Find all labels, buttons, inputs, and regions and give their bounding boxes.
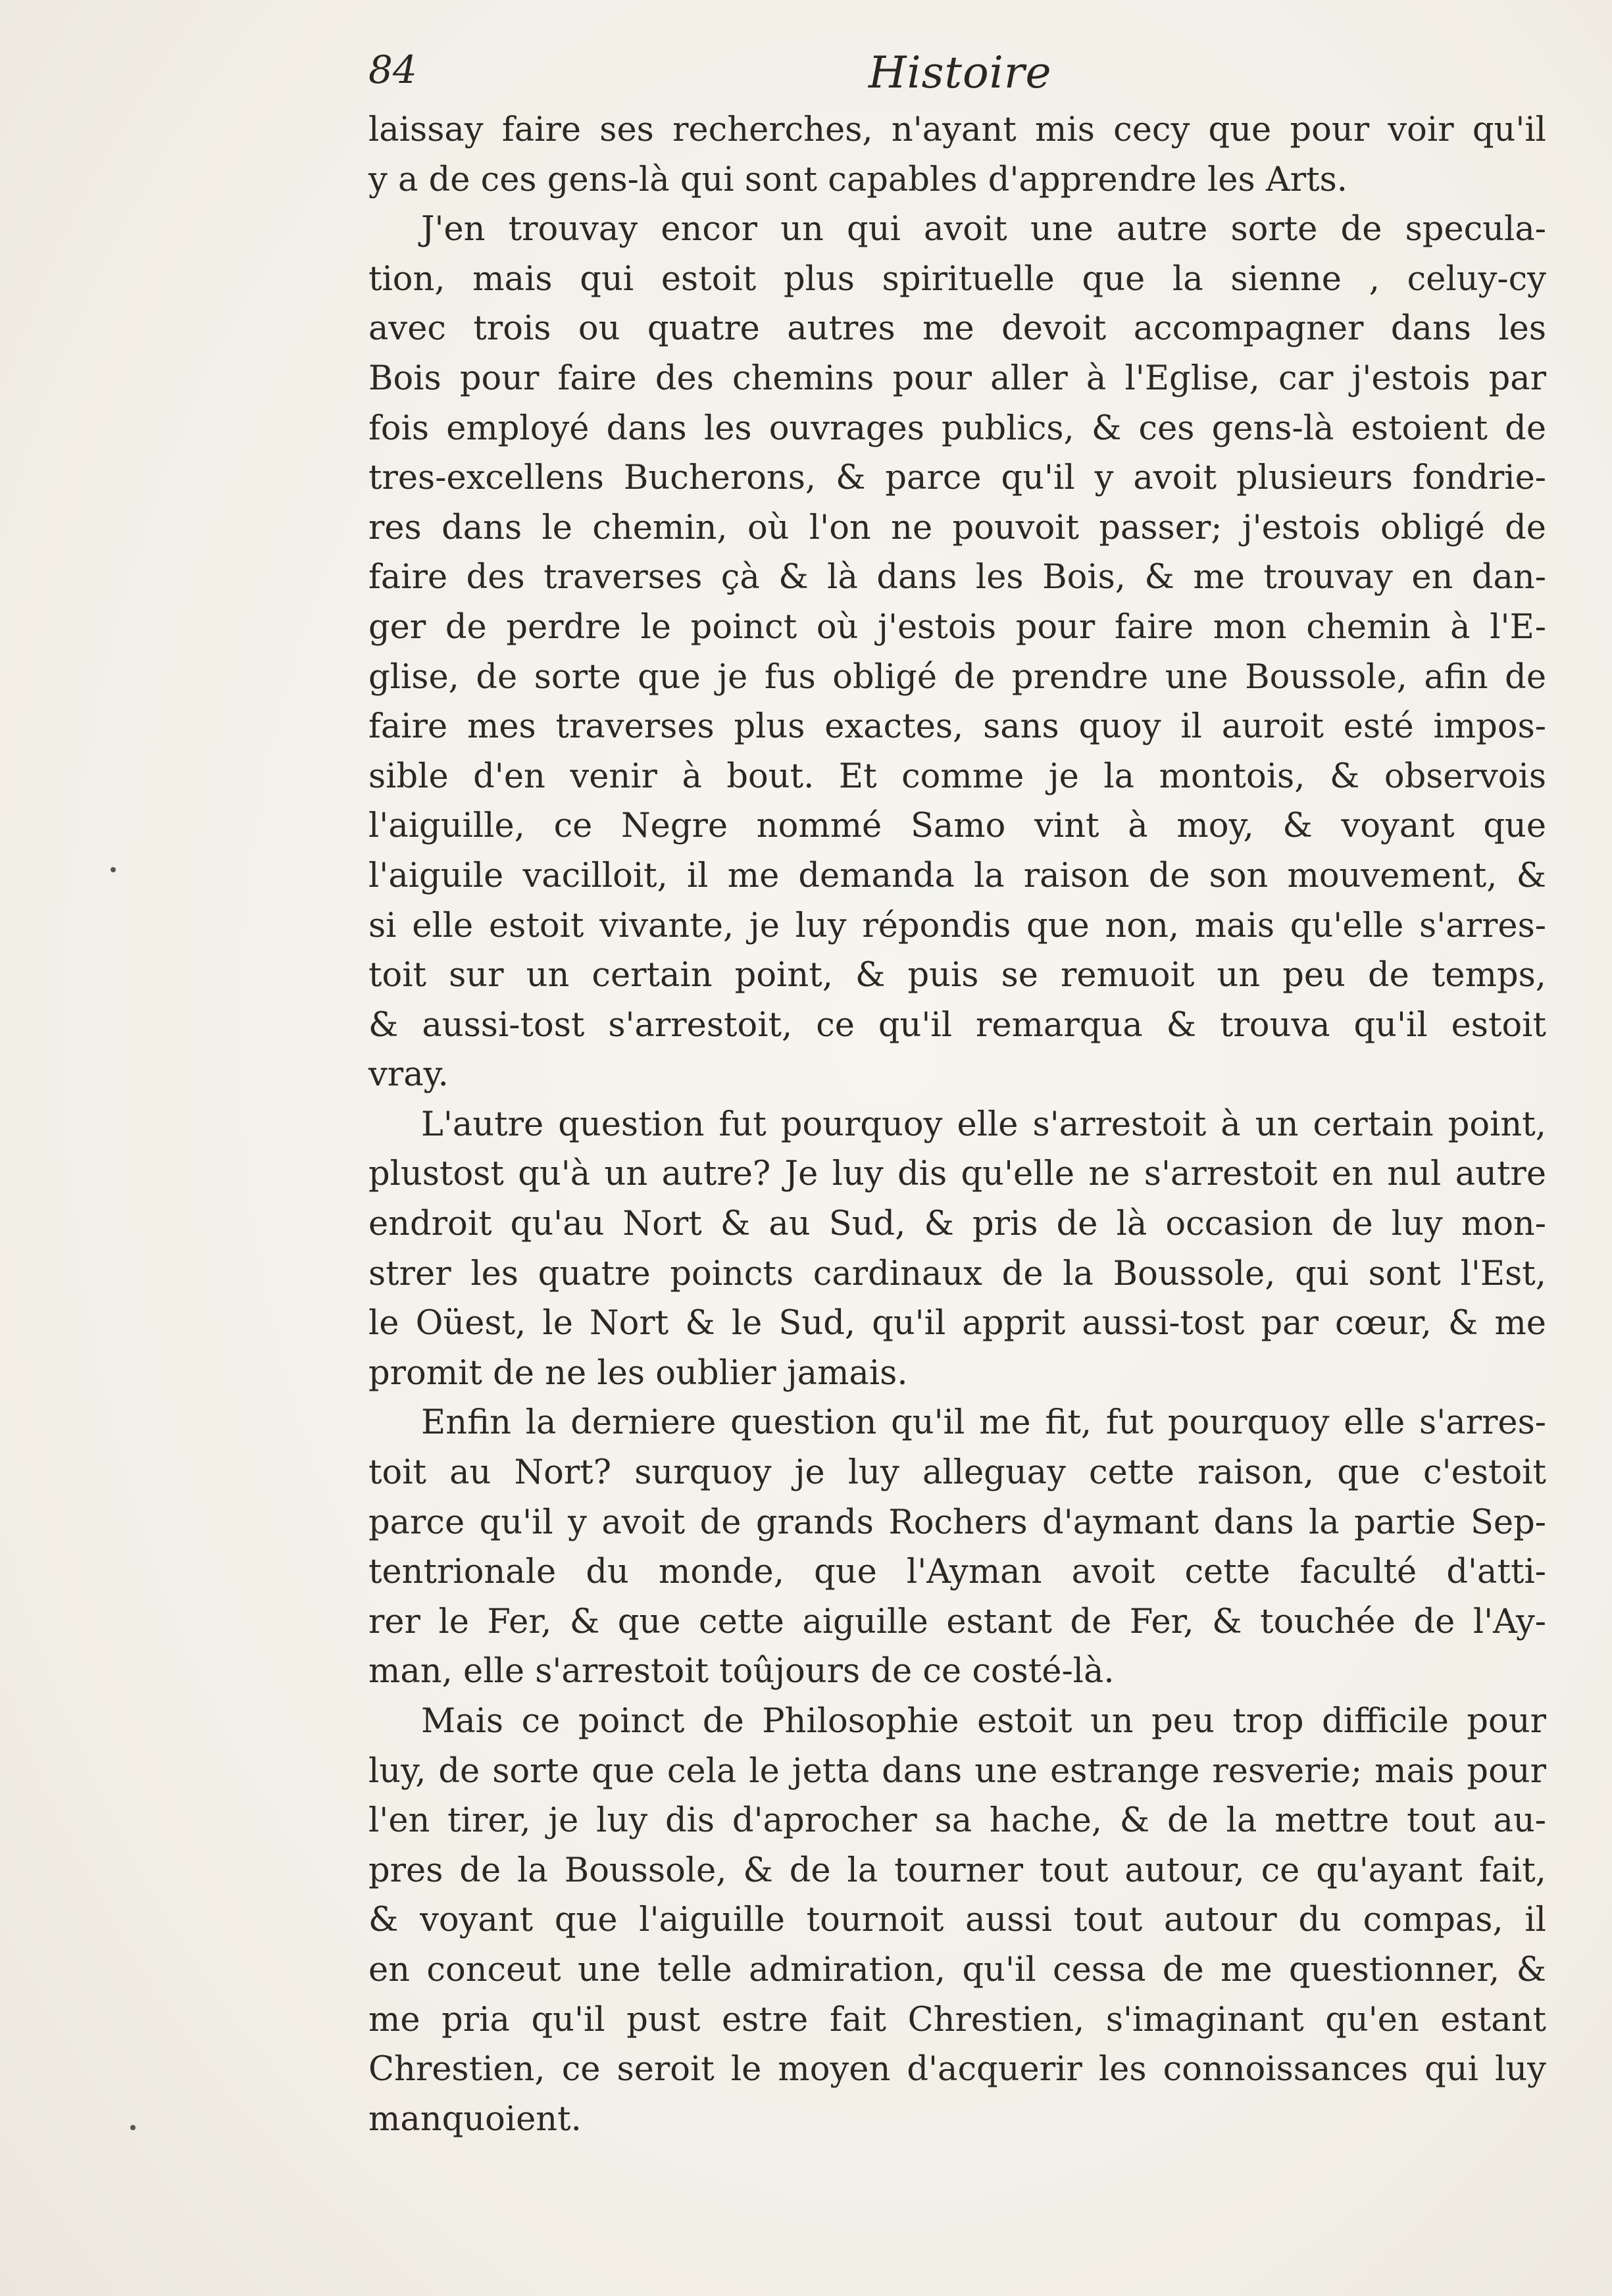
page-number: 84 xyxy=(368,47,417,92)
text-line: fois employé dans les ouvrages publics, & ces gens-là estoient de xyxy=(368,409,1546,448)
text-line: luy, de sorte que cela le jetta dans une estrange resverie; mais pour xyxy=(368,1751,1546,1791)
text-line: l'en tirer, je luy dis d'aprocher sa hache, & de la mettre tout au- xyxy=(368,1801,1546,1841)
text-line: faire des traverses çà & là dans les Bois, & me trouvay en dan- xyxy=(368,558,1546,597)
text-line: L'autre question fut pourquoy elle s'arrestoit à un certain point, xyxy=(421,1105,1546,1144)
text-line: faire mes traverses plus exactes, sans quoy il auroit esté impos- xyxy=(368,707,1546,747)
running-title: Histoire xyxy=(869,47,1052,98)
text-line: pres de la Boussole, & de la tourner tout autour, ce qu'ayant fait, xyxy=(368,1851,1546,1890)
text-line: si elle estoit vivante, je luy répondis que non, mais qu'elle s'arres- xyxy=(368,906,1546,945)
text-line: endroit qu'au Nort & au Sud, & pris de là occasion de luy mon- xyxy=(368,1205,1546,1244)
text-line: promit de ne les oublier jamais. xyxy=(368,1353,908,1393)
text-line: & voyant que l'aiguille tournoit aussi tout autour du compas, il xyxy=(368,1901,1546,1940)
text-line: J'en trouvay encor un qui avoit une autre sorte de specula- xyxy=(421,210,1546,249)
text-line: l'aiguille, ce Negre nommé Samo vint à moy, & voyant que xyxy=(368,807,1546,846)
text-line: Bois pour faire des chemins pour aller à l'Eglise, car j'estois par xyxy=(368,359,1546,398)
text-line: & aussi-tost s'arrestoit, ce qu'il remarqua & trouva qu'il estoit xyxy=(368,1005,1546,1045)
text-line: tentrionale du monde, que l'Ayman avoit cette faculté d'atti- xyxy=(368,1553,1546,1592)
text-line: rer le Fer, & que cette aiguille estant de Fer, & touchée de l'Ay- xyxy=(368,1602,1546,1641)
ink-speck xyxy=(111,867,116,872)
text-line: toit sur un certain point, & puis se remuoit un peu de temps, xyxy=(368,956,1546,995)
text-line: strer les quatre poincts cardinaux de la Boussole, qui sont l'Est, xyxy=(368,1254,1546,1293)
text-line: plustost qu'à un autre? Je luy dis qu'elle ne s'arrestoit en nul autre xyxy=(368,1155,1546,1194)
text-line: y a de ces gens-là qui sont capables d'apprendre les Arts. xyxy=(368,160,1348,199)
ink-speck xyxy=(130,2125,136,2130)
text-line: ger de perdre le poinct où j'estois pour faire mon chemin à l'E- xyxy=(368,607,1546,647)
text-line: parce qu'il y avoit de grands Rochers d'aymant dans la partie Sep- xyxy=(368,1503,1546,1542)
text-line: Enfin la derniere question qu'il me fit, fut pourquoy elle s'arres- xyxy=(421,1403,1546,1443)
text-line: sible d'en venir à bout. Et comme je la montois, & observois xyxy=(368,757,1546,796)
text-line: toit au Nort? surquoy je luy alleguay cette raison, que c'estoit xyxy=(368,1453,1546,1493)
text-line: manquoient. xyxy=(368,2099,582,2139)
page-header xyxy=(368,47,1540,100)
text-line: vray. xyxy=(368,1055,449,1095)
body-text xyxy=(368,105,1546,2144)
text-line: glise, de sorte que je fus obligé de prendre une Boussole, afin de xyxy=(368,657,1546,697)
text-line: laissay faire ses recherches, n'ayant mis cecy que pour voir qu'il xyxy=(368,111,1546,149)
text-line: tion, mais qui estoit plus spirituelle que la sienne , celuy-cy xyxy=(368,259,1546,299)
text-line: man, elle s'arrestoit toûjours de ce costé-là. xyxy=(368,1652,1115,1691)
text-line: Chrestien, ce seroit le moyen d'acquerir les connoissances qui luy xyxy=(368,2050,1546,2089)
text-line: res dans le chemin, où l'on ne pouvoit passer; j'estois obligé de xyxy=(368,508,1546,547)
text-line: en conceut une telle admiration, qu'il cessa de me questionner, & xyxy=(368,1950,1546,1989)
text-line: avec trois ou quatre autres me devoit accompagner dans les xyxy=(368,309,1546,349)
text-line: tres-excellens Bucherons, & parce qu'il y avoit plusieurs fondrie- xyxy=(368,459,1546,498)
text-line: l'aiguile vacilloit, il me demanda la raison de son mouvement, & xyxy=(368,856,1546,895)
text-line: le Oüest, le Nort & le Sud, qu'il apprit aussi-tost par cœur, & me xyxy=(368,1304,1546,1343)
text-line: me pria qu'il pust estre fait Chrestien, s'imaginant qu'en estant xyxy=(368,2000,1546,2039)
text-line: Mais ce poinct de Philosophie estoit un peu trop difficile pour xyxy=(421,1702,1546,1741)
